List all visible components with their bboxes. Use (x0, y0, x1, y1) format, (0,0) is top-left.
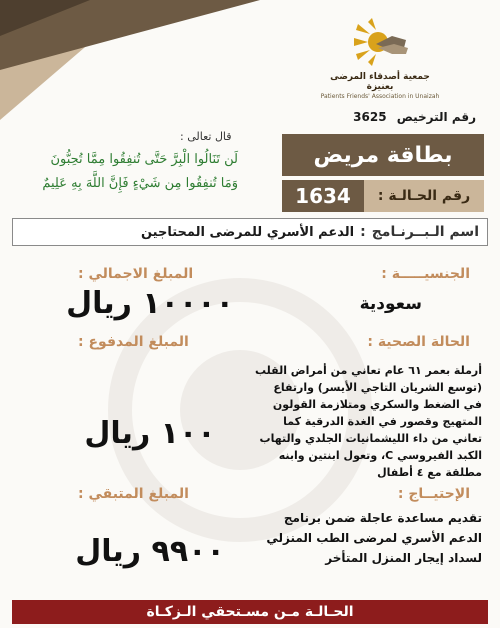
license-info (353, 110, 476, 124)
program-separator: : (360, 224, 366, 240)
nationality-value: سعودية (359, 294, 422, 314)
case-number-value: 1634 (282, 180, 364, 212)
health-status-value: أرملة بعمر ٦١ عام تعاني من أمراض القلب (توسع الشريان التاجي الأيسر) وارتفاع في الضغط والسكري ومتلازمة القولون المتهيج وقصور في الغدة الدرقية كما تعاني من داء الليشمانيات الجلدي والتهاب الكبد الفيروسي C، وتعول ابنتين وابنه مطلقة مع ٤ أطفال (255, 364, 482, 479)
quran-verse-line-2: وَمَا تُنفِقُوا مِن شَيْءٍ فَإِنَّ اللَّهَ بِهِ عَلِيمٌ (42, 176, 238, 191)
total-amount-value: ١٠٠٠٠ ريال (66, 286, 234, 321)
zakat-eligibility-banner: الحـالـة مـن مسـتحقي الـزكـاة (12, 600, 488, 624)
case-number-label: رقم الحـالـة : (364, 180, 484, 212)
remaining-amount-value: ٩٩٠٠ ريال (75, 534, 225, 569)
remaining-amount-label: المبلغ المتبقي : (78, 486, 189, 502)
nationality-label: الجنسيـــــة : (381, 266, 470, 282)
paid-amount-label: المبلغ المدفوع : (78, 334, 189, 350)
association-name-en: Patients Friends' Association in Unaizah (320, 93, 440, 100)
program-value: الدعم الأسري للمرضى المحتاجين (140, 224, 355, 240)
card-title: بطاقة مريض (282, 134, 484, 176)
corner-decoration (0, 0, 260, 120)
program-label: اسم الـبــرنـامج (371, 224, 479, 240)
association-name-ar: جمعية أصدقاء المرضى بعنيزة (330, 72, 430, 92)
sun-hands-icon (348, 18, 412, 66)
quote-label: قال تعالى : (180, 130, 232, 143)
need-value: تقديم مساعدة عاجلة ضمن برنامج الدعم الأسري لمرضى الطب المنزلي لسداد إيجار المنزل المتأخر (266, 511, 482, 565)
total-amount-label: المبلغ الاجمالي : (78, 266, 194, 282)
association-logo (320, 18, 440, 100)
need-label: الإحتيــاج : (397, 486, 470, 502)
quran-verse-line-1: لَن تَنَالُوا الْبِرَّ حَتَّى تُنفِقُوا مِمَّا تُحِبُّونَ (50, 152, 238, 167)
paid-amount-value: ١٠٠ ريال (84, 416, 216, 451)
health-status-label: الحالة الصحية : (367, 334, 470, 350)
program-box (12, 218, 488, 246)
license-number: 3625 (353, 110, 387, 124)
license-label: رقم الترخيص (396, 110, 476, 124)
case-number-row (282, 180, 484, 212)
